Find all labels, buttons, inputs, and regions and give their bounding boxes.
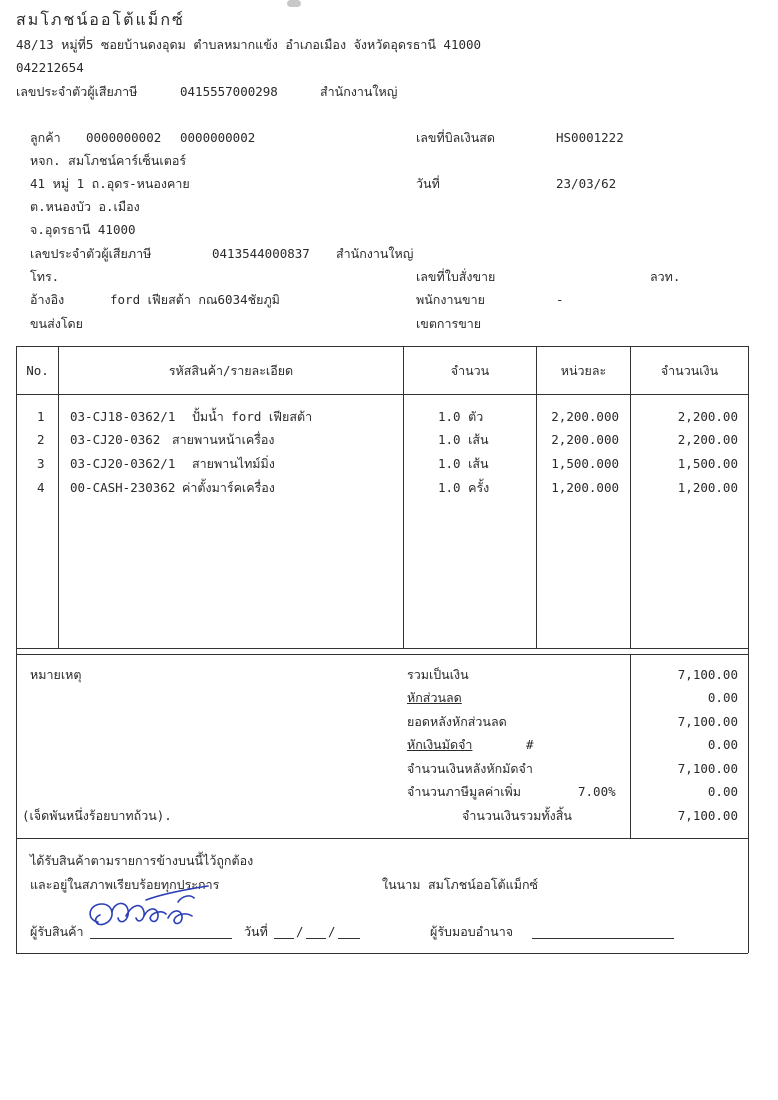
receive-date-slash-1: / (296, 924, 304, 939)
row-desc: สายพานหน้าเครื่อง (172, 432, 275, 447)
customer-tax-id: 0413544000837 (212, 246, 310, 261)
receive-date-label: วันที่ (244, 924, 268, 939)
row-amount: 1,500.00 (677, 456, 738, 471)
bill-no-label: เลขที่บิลเงินสด (416, 130, 495, 145)
row-price: 1,500.000 (551, 456, 619, 471)
customer-ship-label: ขนส่งโดย (30, 316, 83, 331)
amount-in-words: (เจ็ดพันหนึ่งร้อยบาทถ้วน). (22, 808, 172, 823)
row-qty: 1.0 ครั้ง (438, 480, 490, 495)
receive-date-month (306, 926, 326, 939)
row-price: 1,200.000 (551, 480, 619, 495)
summary-extra: 7.00% (578, 784, 616, 799)
header-qty: จำนวน (450, 363, 490, 378)
receive-date-day (274, 926, 294, 939)
order-no-label: เลขที่ใบสั่งขาย (416, 269, 496, 284)
customer-name: หจก. สมโภชน์คาร์เซ็นเตอร์ (30, 153, 187, 168)
summary-label: ยอดหลังหักส่วนลด (407, 714, 507, 729)
summary-value: 0.00 (707, 784, 738, 799)
bill-date-label: วันที่ (416, 176, 440, 191)
header-unit-price: หน่วยละ (560, 363, 607, 378)
row-desc: สายพานไทม์มิ่ง (192, 456, 275, 471)
customer-address-3: จ.อุดรธานี 41000 (30, 222, 136, 237)
row-code: 03-CJ18-0362/1 (70, 409, 176, 424)
area-label: เขตการขาย (416, 316, 482, 331)
row-no: 4 (37, 480, 45, 495)
row-qty: 1.0 ตัว (438, 409, 484, 424)
company-tax-id: 0415557000298 (180, 84, 278, 99)
bill-date: 23/03/62 (556, 176, 617, 191)
row-no: 1 (37, 409, 45, 424)
row-code: 03-CJ20-0362/1 (70, 456, 176, 471)
remark-label: หมายเหตุ (30, 667, 82, 682)
customer-ref-value: ford เฟียสต้า กณ6034ชัยภูมิ (110, 292, 280, 307)
row-price: 2,200.000 (551, 409, 619, 424)
customer-address-2: ต.หนองบัว อ.เมือง (30, 199, 140, 214)
summary-value: 7,100.00 (677, 761, 738, 776)
summary-value: 7,100.00 (677, 808, 738, 823)
row-no: 2 (37, 432, 45, 447)
company-address: 48/13 หมู่ที่5 ซอยบ้านดงอุดม ตำบลหมากแข้ง อำเภอเมือง จังหวัดอุดรธานี 41000 (16, 37, 482, 52)
row-desc: ค่าตั้งมาร์คเครื่อง (182, 480, 275, 495)
customer-ref-label: อ้างอิง (30, 292, 65, 307)
received-line-1: ได้รับสินค้าตามรายการข้างบนนี้ไว้ถูกต้อง (30, 853, 254, 868)
receive-date-year (338, 926, 360, 939)
customer-label: ลูกค้า (30, 130, 61, 145)
header-no: No. (26, 363, 49, 378)
customer-tax-label: เลขประจำตัวผู้เสียภาษี (30, 246, 152, 261)
customer-code-2: 0000000002 (180, 130, 256, 145)
bill-no: HS0001222 (556, 130, 624, 145)
row-qty: 1.0 เส้น (438, 432, 489, 447)
row-code: 03-CJ20-0362 (70, 432, 161, 447)
row-amount: 2,200.00 (677, 432, 738, 447)
on-behalf: ในนาม สมโภชน์ออโต้แม็กซ์ (382, 877, 539, 892)
row-code: 00-CASH-230362 (70, 480, 176, 495)
summary-label: จำนวนภาษีมูลค่าเพิ่ม (407, 784, 521, 799)
order-no-extra: ลวท. (650, 269, 681, 284)
header-amount: จำนวนเงิน (660, 363, 719, 378)
company-name: สมโภชน์ออโต้แม็กซ์ (16, 10, 185, 29)
row-amount: 1,200.00 (677, 480, 738, 495)
row-price: 2,200.000 (551, 432, 619, 447)
salesman-label: พนักงานขาย (416, 292, 485, 307)
header-item: รหัสสินค้า/รายละเอียด (168, 363, 294, 378)
scan-speck (287, 0, 301, 7)
receive-date-slash-2: / (328, 924, 336, 939)
receiver-signature (82, 882, 212, 942)
summary-label: หักเงินมัดจำ (407, 737, 473, 752)
receiver-label: ผู้รับสินค้า (30, 924, 84, 939)
row-no: 3 (37, 456, 45, 471)
customer-code-1: 0000000002 (86, 130, 162, 145)
customer-branch: สำนักงานใหญ่ (336, 246, 414, 261)
row-amount: 2,200.00 (677, 409, 738, 424)
row-qty: 1.0 เส้น (438, 456, 489, 471)
summary-value: 7,100.00 (677, 714, 738, 729)
summary-value: 0.00 (707, 737, 738, 752)
company-phone: 042212654 (16, 60, 84, 75)
summary-value: 7,100.00 (677, 667, 738, 682)
received-line-2: และอยู่ในสภาพเรียบร้อยทุกประการ (30, 877, 220, 892)
authorized-label: ผู้รับมอบอำนาจ (430, 924, 514, 939)
company-branch: สำนักงานใหญ่ (320, 84, 398, 99)
company-tax-label: เลขประจำตัวผู้เสียภาษี (16, 84, 138, 99)
salesman-value: - (556, 292, 564, 307)
summary-label: รวมเป็นเงิน (407, 667, 469, 682)
summary-label: จำนวนเงินรวมทั้งสิ้น (462, 808, 572, 823)
summary-extra: # (526, 737, 534, 752)
summary-label: หักส่วนลด (407, 690, 462, 705)
customer-address-1: 41 หมู่ 1 ถ.อุดร-หนองคาย (30, 176, 190, 191)
row-desc: ปั้มน้ำ ford เฟียสต้า (192, 409, 313, 424)
summary-value: 0.00 (707, 690, 738, 705)
summary-label: จำนวนเงินหลังหักมัดจำ (407, 761, 533, 776)
customer-phone-label: โทร. (30, 269, 60, 284)
authorized-signature-line (532, 926, 674, 939)
